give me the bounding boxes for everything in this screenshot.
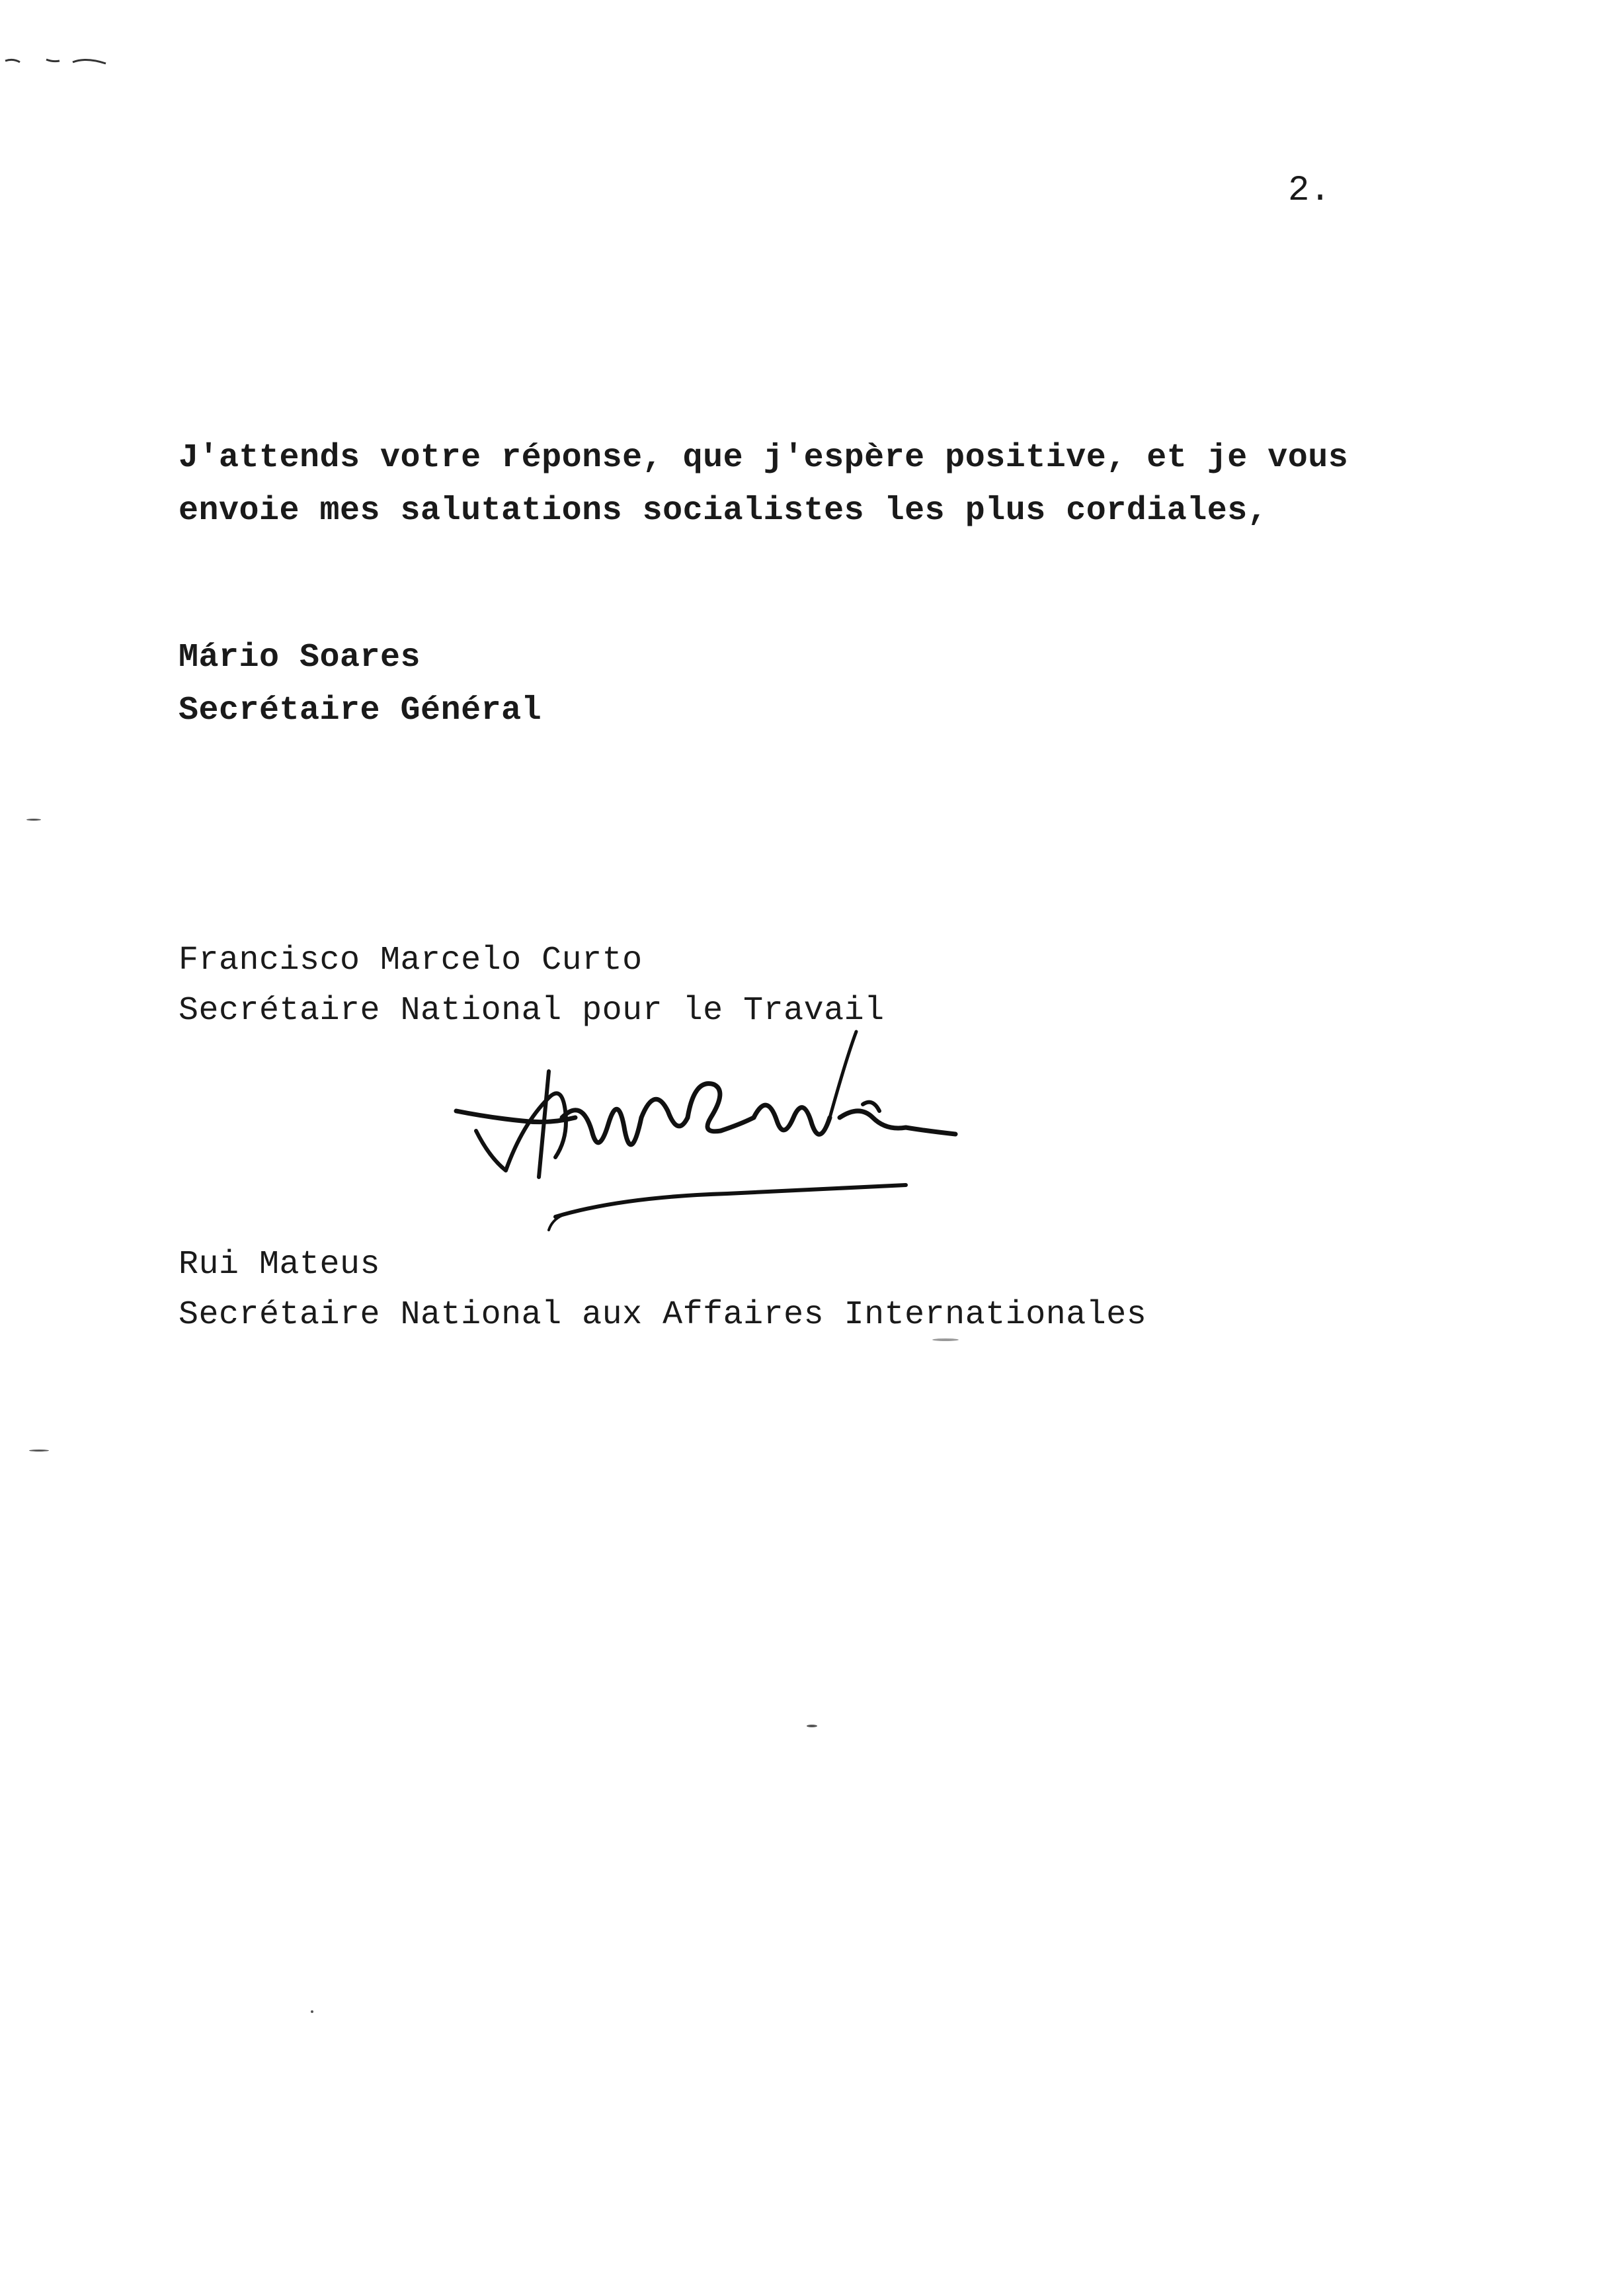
scan-speck (932, 1338, 959, 1341)
scan-artifact-mark (0, 52, 126, 71)
scan-speck (807, 1725, 817, 1727)
signatory-3-title: Secrétaire National aux Affaires Internationales (179, 1296, 1147, 1334)
scan-speck (311, 2010, 313, 2013)
closing-line-1: J'attends votre réponse, que j'espère positive, et je vous (179, 439, 1349, 477)
signatory-2-title: Secrétaire National pour le Travail (179, 992, 885, 1030)
signatory-3-name: Rui Mateus (179, 1246, 381, 1284)
signatory-1-name: Mário Soares (179, 639, 421, 676)
scan-speck (26, 819, 41, 821)
signatory-1-title: Secrétaire Général (179, 692, 542, 729)
scan-speck (29, 1450, 49, 1452)
signatory-2-name: Francisco Marcelo Curto (179, 942, 643, 979)
closing-line-2: envoie mes salutations socialistes les plus cordiales, (179, 492, 1268, 530)
handwritten-signature (450, 1018, 1018, 1256)
page-number: 2. (1288, 171, 1331, 211)
